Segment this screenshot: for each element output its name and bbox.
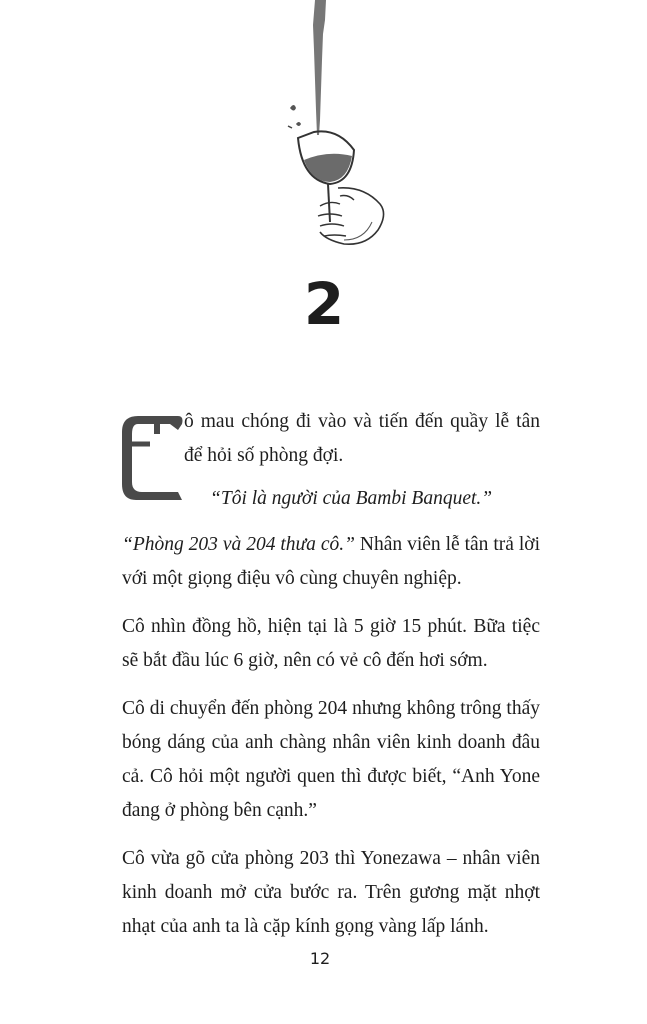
paragraph-1-line-1: ô mau chóng đi vào và tiến đến quầy lễ tân: [184, 411, 540, 432]
svg-text:12: 12: [309, 949, 331, 968]
paragraph-3: [122, 528, 540, 596]
svg-text:2: 2: [303, 270, 345, 330]
page-number: [0, 940, 647, 970]
chapter-number: [0, 270, 647, 330]
paragraph-6: Cô vừa gõ cửa phòng 203 thì Yonezawa – nhân viên kinh doanh mở cửa bước ra. Trên gương mặt nhợt nhạt của anh ta là cặp kính gọng vàng lấp lánh.: [122, 848, 540, 937]
paragraph-3-rest: Nhân viên lễ tân trả lời với một giọng điệu vô cùng chuyên nghiệp.: [122, 534, 541, 589]
wine-glass-illustration: [268, 0, 398, 260]
paragraph-3-quote: “Phòng 203 và 204 thưa cô.”: [122, 534, 355, 555]
chapter-body: [122, 405, 540, 958]
paragraph-1: [122, 405, 540, 473]
paragraph-2: “Tôi là người của Bambi Banquet.”: [210, 488, 493, 509]
paragraph-4: Cô nhìn đồng hồ, hiện tại là 5 giờ 15 phút. Bữa tiệc sẽ bắt đầu lúc 6 giờ, nên có vẻ cô đến hơi sớm.: [122, 616, 540, 671]
paragraph-1-line-2: để hỏi số phòng đợi.: [184, 445, 344, 466]
paragraph-5: Cô di chuyển đến phòng 204 nhưng không trông thấy bóng dáng của anh chàng nhân viên kinh doanh đâu cả. Cô hỏi một người quen thì được biết, “Anh Yone đang ở phòng bên cạnh.”: [122, 698, 540, 821]
